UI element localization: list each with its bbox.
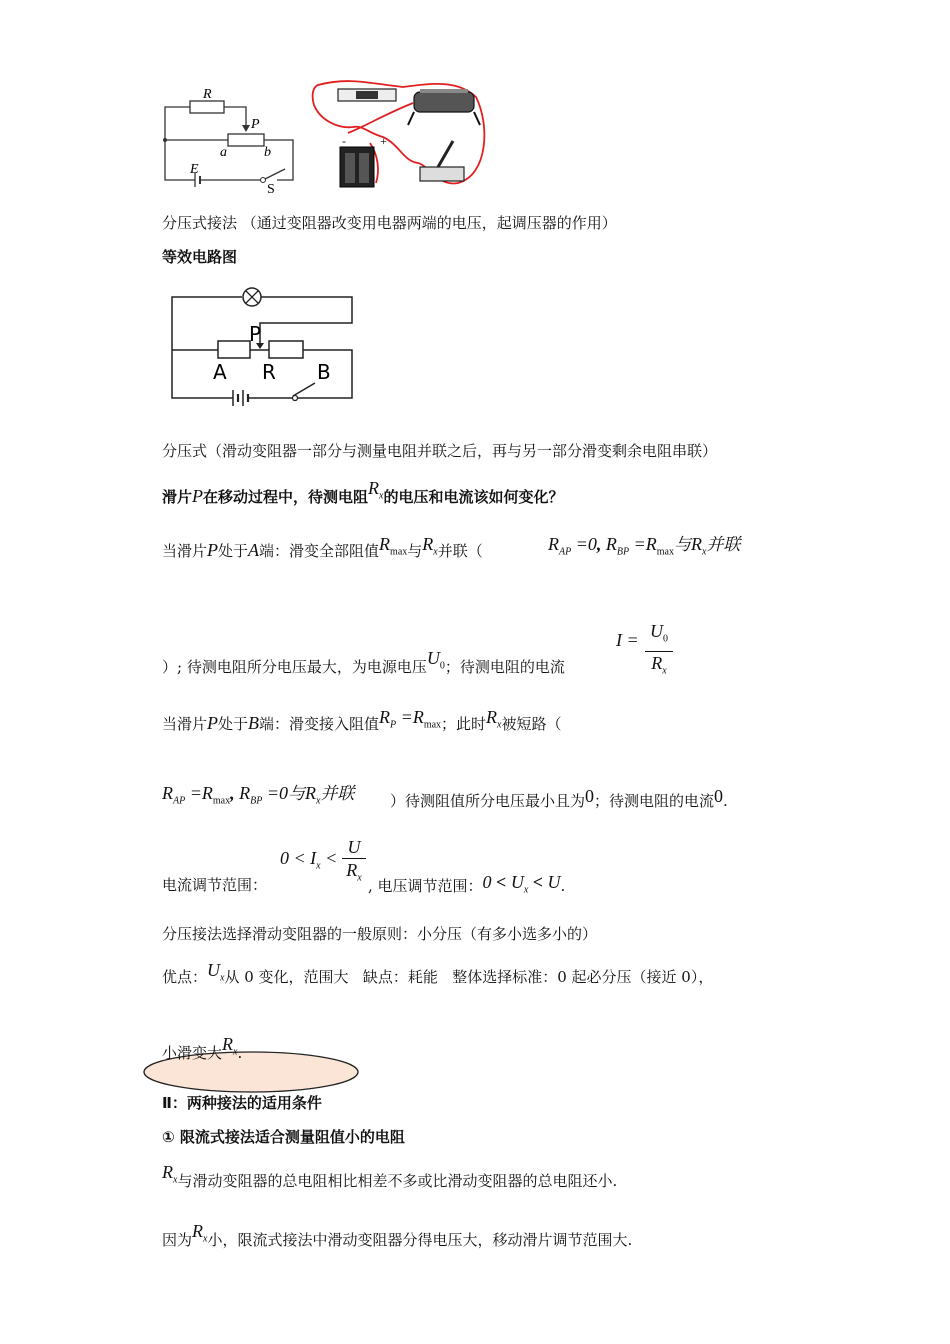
eq-label-b: B [317,360,331,384]
a-end-line: 当滑片P处于A端：滑变全部阻值$R_{max}$与$R_x$并联（ [162,534,483,560]
switch-s [265,169,285,179]
para-divider-method: 分压式接法 （通过变阻器改变用电器两端的电压，起调压器的作用） [162,214,617,232]
divider-circuit-schematic [150,80,310,195]
equivalent-circuit-diagram [165,285,360,415]
minus-sign: - [342,134,346,148]
label-b: b [264,145,271,160]
a-end-line-2: ）; 待测电阻所分电压最大，为电源电压$U_0$；待测电阻的电流 [162,648,565,676]
label-s: S [267,182,275,195]
switch-b [293,383,315,396]
rheostat-icon [414,92,474,112]
fraction-u0-rx: $U_0$ $R_x$ [645,620,673,682]
label-a: a [220,145,227,160]
heading-conditions: Ⅱ：两种接法的适用条件 [162,1094,322,1112]
formula-current-a: I = [616,630,639,650]
switch-icon [420,167,464,181]
para-principle: 分压接法选择滑动变阻器的一般原则：小分压（有多小选多小的） [162,925,598,943]
plus-sign: + [380,134,387,148]
para-rx-comparison: $R_x$与滑动变阻器的总电阻相比相差不多或比滑动变阻器的总电阻还小. [162,1162,618,1190]
heading-equivalent-circuit: 等效电路图 [162,248,238,266]
para-because: 因为$R_x$小，限流式接法中滑动变阻器分得电压大，移动滑片调节范围大. [162,1221,633,1249]
heading-limiting-method: ① 限流式接法适合测量阻值小的电阻 [162,1128,405,1146]
formula-b-end: $R_{AP} =R_{max}$, $R_{BP} =0$与$R_x$并联 [162,783,355,807]
label-p: P [251,117,260,132]
label-r: R [203,87,212,102]
formula-a-end: $R_{AP} =0$, $R_{BP} =R_{max}$与$R_x$并联 [548,534,741,558]
rheostat-left-part [218,341,250,358]
current-range-left: $0 < I_x$ < [280,848,338,872]
resistor-r [190,101,224,113]
eq-label-p: P [249,322,262,346]
rheostat [228,134,264,146]
b-end-line-2: ）待测阻值所分电压最小且为0；待测电阻的电流0. [390,786,728,810]
apparatus-illustration [308,75,490,195]
para-divider-description: 分压式（滑动变阻器一部分与测量电阻并联之后，再与另一部分滑变剩余电阻串联） [162,442,718,460]
eq-label-r: R [262,360,276,384]
label-e: E [190,162,199,177]
small-slide-line: 小滑变大$R_x$. [162,1034,243,1062]
rheostat-right-part [269,341,303,358]
eq-label-a: A [213,360,227,384]
b-end-line: 当滑片P处于B端：滑变接入阻值$R_P =R_{max}$；此时$R_x$被短路（ [162,707,562,733]
fraction-u-rx: U $R_x$ [342,836,366,890]
ranges-line: 电流调节范围： [162,876,268,894]
question-line: 滑片P在移动过程中，待测电阻$R_x$的电压和电流该如何变化？ [162,478,564,506]
voltage-range-line: , 电压调节范围：$0 < U_x < U$. [368,872,566,896]
pros-cons-line: 优点：$U_x$从 0 变化，范围大 缺点：耗能 整体选择标准：0 起必分压（接近 0）， [162,960,714,986]
